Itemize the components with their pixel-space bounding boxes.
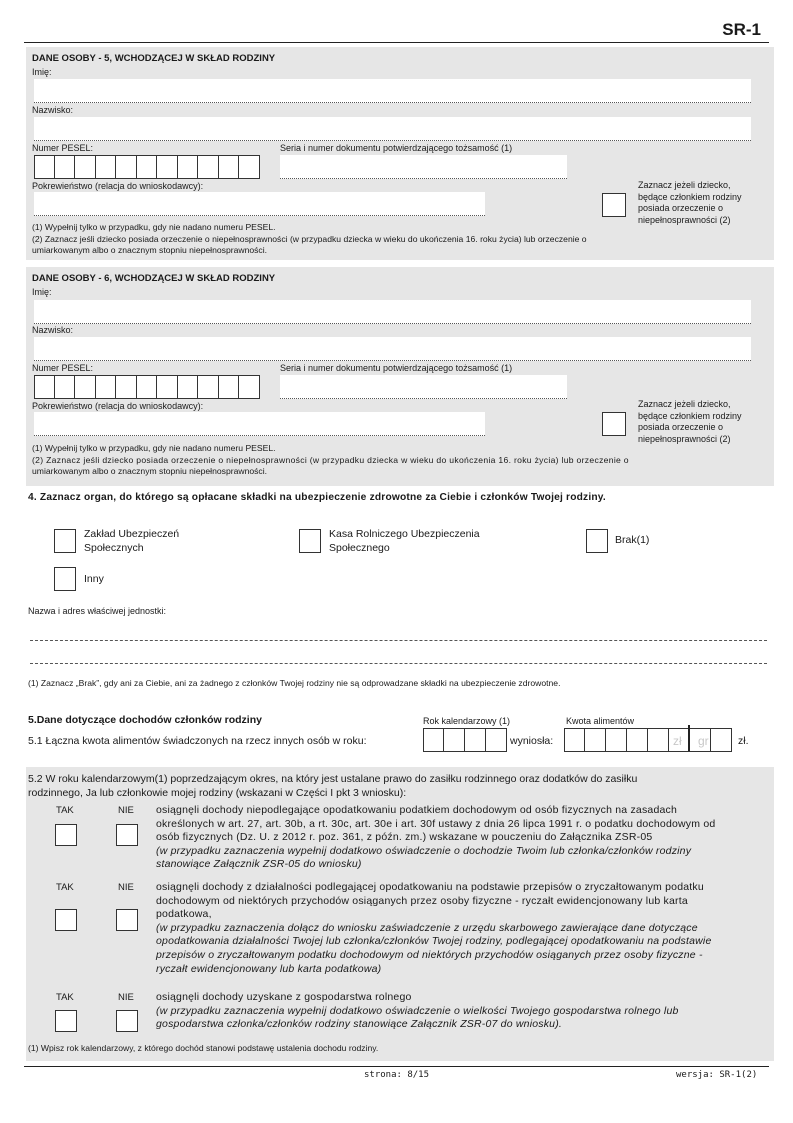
income-item-c: osiągnęli dochody uzyskane z gospodarstwa rolnego (w przypadku zaznaczenia wypełnij dodatkowo oświadczenie o wielkości Twojego gospodarstwa rolnego lub gospodarstwa członka/członków rodziny stanowiące Załącznik ZSR-07 do wniosku). — [156, 991, 679, 1031]
section-4-footnote: (1) Zaznacz „Brak”, gdy ani za Ciebie, ani za żadnego z członków Twojej rodziny nie są odprowadzane składki na ubezpieczenie zdrowotne. — [28, 678, 561, 688]
last-name-label: Nazwisko: — [32, 105, 74, 115]
decimal-separator — [688, 725, 690, 751]
first-name-label: Imię: — [32, 287, 52, 297]
zl-label: zł. — [738, 735, 749, 747]
relationship-label: Pokrewieństwo (relacja do wnioskodawcy): — [32, 401, 204, 411]
person-5-title: DANE OSOBY - 5, WCHODZĄCEJ W SKŁAD RODZINY — [32, 53, 276, 64]
person-6-first-name-field[interactable] — [34, 300, 751, 324]
bottom-divider — [24, 1066, 769, 1067]
inny-label: Inny — [84, 573, 104, 585]
person-5-disability-checkbox[interactable] — [602, 193, 626, 217]
person-5-first-name-field[interactable] — [34, 79, 751, 103]
unit-address-line-2[interactable] — [30, 663, 767, 664]
person-6-relationship-field[interactable] — [34, 412, 485, 436]
last-name-label: Nazwisko: — [32, 325, 74, 335]
nie-checkbox-b[interactable] — [116, 909, 138, 931]
inny-checkbox[interactable] — [54, 567, 76, 591]
id-document-label: Seria i numer dokumentu potwierdzającego tożsamość (1) — [280, 363, 513, 373]
unit-name-address-label: Nazwa i adres właściwej jednostki: — [28, 606, 167, 616]
tak-checkbox-b[interactable] — [55, 909, 77, 931]
person-6-title: DANE OSOBY - 6, WCHODZĄCEJ W SKŁAD RODZINY — [32, 273, 276, 284]
person-6-pesel-field[interactable] — [34, 375, 260, 399]
tak-label: TAK — [56, 882, 74, 893]
person-5-footnote-2a: (2) Zaznacz jeśli dziecko posiada orzeczenie o niepełnosprawności (w przypadku dziecka w wieku do ukończenia 16. roku życia) lub orzeczenie o — [32, 234, 587, 244]
form-version: wersja: SR-1(2) — [676, 1070, 758, 1080]
top-divider — [24, 42, 769, 43]
income-item-b: osiągnęli dochody z działalności podlegającej opodatkowaniu na podstawie przepisów o zryczałtowanym podatku dochodowym od niektórych przychodów osiąganych przez osoby fizyczne - ryczałt ewidencjonowany lub karta podatkowa, (w przypadku zaznaczenia dołącz do wniosku zaświadczenie z urzędu skarbowego zawierające dane dotyczące opodatkowania działalności Twojej lub członka/członków Twojej rodziny, podlegającej opodatkowaniu na podstawie przepisów o zryczałtowanym podatku dochodowym od niektórych przychodów osiąganych przez osoby fizyczne - ryczałt ewidencjonowany lub karta podatkowa) — [156, 881, 712, 975]
section-5-2-intro: 5.2 W roku kalendarzowym(1) poprzedzającym okres, na który jest ustalane prawo do zasiłku rodzinnego oraz dodatków do zasiłku rodzinnego, Ja lub członkowie mojej rodziny (wskazani w Części I pkt 3 wniosku): — [28, 773, 638, 799]
person-6-footnote-2a: (2) Zaznacz jeśli dziecko posiada orzeczenie o niepełnosprawności (w przypadku dziecka w wieku do ukończenia 16. roku życia) lub orzeczenie o — [32, 455, 629, 465]
gr-ghost-mark: gr — [698, 734, 709, 748]
relationship-label: Pokrewieństwo (relacja do wnioskodawcy): — [32, 181, 204, 191]
person-6-disability-checkbox[interactable] — [602, 412, 626, 436]
nie-checkbox-a[interactable] — [116, 824, 138, 846]
section-5-title: 5.Dane dotyczące dochodów członków rodziny — [28, 714, 262, 726]
document-code: SR-1 — [722, 20, 761, 39]
tak-checkbox-c[interactable] — [55, 1010, 77, 1032]
brak-checkbox[interactable] — [586, 529, 608, 553]
unit-address-line-1[interactable] — [30, 640, 767, 641]
income-item-a: osiągnęli dochody niepodlegające opodatkowaniu podatkiem dochodowym od osób fizycznych na zasadach określonych w art. 27, art. 30b, a rt. 30c, art. 30e i art. 30f ustawy z dnia 26 lipca 1991 r. o podatku dochodowym od osób fizycznych (Dz. U. z 2012 r. poz. 361, z późn. zm.) wskazane w pouczeniu do Załącznika ZSR-05 (w przypadku zaznaczenia wypełnij dodatkowo oświadczenie o dochodzie Twoim lub członka/członków rodziny stanowiące Załącznik ZSR-05 do wniosku) — [156, 804, 716, 871]
section-5-footnote: (1) Wpisz rok kalendarzowy, z którego dochód stanowi podstawę ustalenia dochodu rodziny. — [28, 1043, 379, 1053]
brak-label: Brak(1) — [615, 534, 650, 546]
year-field[interactable] — [423, 728, 507, 752]
person-5-footnote-2b: umiarkowanym albo o znacznym stopniu niepełnosprawności. — [32, 245, 268, 255]
calendar-year-label: Rok kalendarzowy (1) — [423, 716, 511, 726]
person-5-pesel-field[interactable] — [34, 155, 260, 179]
section-4-title: 4. Zaznacz organ, do którego są opłacane składki na ubezpieczenie zdrowotne za Ciebie i członków Twojej rodziny. — [28, 492, 606, 503]
tak-label: TAK — [56, 992, 74, 1003]
pesel-label: Numer PESEL: — [32, 363, 94, 373]
person-6-footnote-2b: umiarkowanym albo o znacznym stopniu niepełnosprawności. — [32, 466, 268, 476]
id-document-label: Seria i numer dokumentu potwierdzającego tożsamość (1) — [280, 143, 513, 153]
tak-label: TAK — [56, 805, 74, 816]
person-5-disability-label: Zaznacz jeżeli dziecko, będące członkiem rodziny posiada orzeczenie o niepełnosprawności (2) — [638, 180, 742, 225]
person-6-disability-label: Zaznacz jeżeli dziecko, będące członkiem rodziny posiada orzeczenie o niepełnosprawności (2) — [638, 399, 742, 444]
person-5-last-name-field[interactable] — [34, 117, 751, 141]
first-name-label: Imię: — [32, 67, 52, 77]
zl-ghost-mark: zł — [673, 734, 682, 748]
section-5-1-text: 5.1 Łączna kwota alimentów świadczonych na rzecz innych osób w roku: — [28, 735, 367, 747]
nie-label: NIE — [118, 882, 134, 893]
person-6-last-name-field[interactable] — [34, 337, 751, 361]
tak-checkbox-a[interactable] — [55, 824, 77, 846]
nie-label: NIE — [118, 992, 134, 1003]
pesel-label: Numer PESEL: — [32, 143, 94, 153]
person-6-id-document-field[interactable] — [280, 375, 567, 399]
page-number: strona: 8/15 — [364, 1070, 430, 1080]
person-5-relationship-field[interactable] — [34, 192, 485, 216]
zus-checkbox[interactable] — [54, 529, 76, 553]
krus-checkbox[interactable] — [299, 529, 321, 553]
person-5-id-document-field[interactable] — [280, 155, 567, 179]
nie-label: NIE — [118, 805, 134, 816]
wyniosla-label: wyniosła: — [510, 735, 554, 747]
zus-label: Zakład Ubezpieczeń Społecznych — [84, 528, 180, 554]
krus-label: Kasa Rolniczego Ubezpieczenia Społecznego — [329, 528, 480, 554]
person-5-footnote-1: (1) Wypełnij tylko w przypadku, gdy nie nadano numeru PESEL. — [32, 222, 276, 232]
alimony-amount-label: Kwota alimentów — [566, 716, 635, 726]
nie-checkbox-c[interactable] — [116, 1010, 138, 1032]
person-6-footnote-1: (1) Wypełnij tylko w przypadku, gdy nie nadano numeru PESEL. — [32, 443, 276, 453]
